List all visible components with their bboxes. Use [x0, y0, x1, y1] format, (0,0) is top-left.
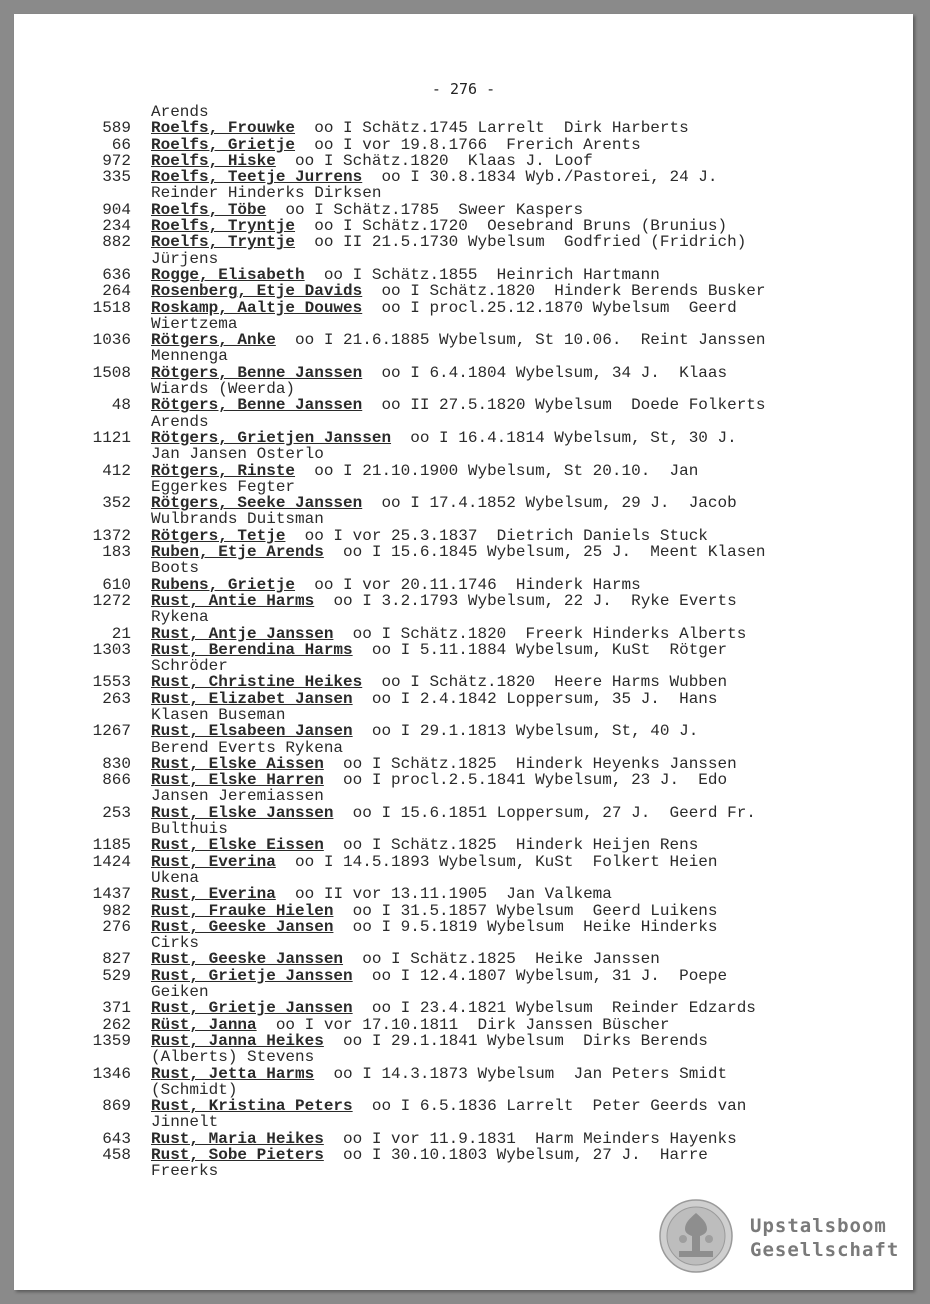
entry-continuation: Ukena: [151, 868, 200, 887]
entry-row: [14, 837, 913, 853]
entry-number: 869: [102, 1097, 131, 1116]
entry-number: 264: [102, 282, 131, 301]
entry-number: 48: [111, 396, 131, 415]
entry-row: [14, 463, 913, 496]
entry-line: [14, 137, 913, 153]
entry-line: [14, 723, 913, 739]
entry-name: Rust, Maria Heikes: [151, 1129, 324, 1148]
entry-row: [14, 332, 913, 365]
entry-continuation: Wulbrands Duitsman: [151, 510, 324, 529]
entry-number: 1267: [92, 722, 131, 741]
entry-spacer: [343, 950, 362, 968]
entry-name: Rust, Elsabeen Jansen: [151, 722, 353, 741]
entry-spacer: [333, 625, 352, 643]
entry-spacer: [324, 1032, 343, 1050]
entry-marriage: oo I procl.25.12.1870 Wybelsum Geerd: [381, 298, 737, 317]
entry-row: [14, 626, 913, 642]
entry-name: Roskamp, Aaltje Douwes: [151, 298, 363, 317]
entry-spacer: [324, 755, 343, 773]
entry-continuation: Rykena: [151, 608, 209, 627]
entry-continuation: Wiards (Weerda): [151, 380, 296, 399]
entry-number: 643: [102, 1129, 131, 1148]
entry-number: 412: [102, 461, 131, 480]
entry-row: [14, 1147, 913, 1180]
entry-row: [14, 300, 913, 333]
entry-marriage: oo I vor 11.9.1831 Harm Meinders Hayenks: [343, 1129, 737, 1148]
entry-line: [14, 756, 913, 772]
entry-name: Rust, Antie Harms: [151, 591, 315, 610]
entry-row: [14, 723, 913, 756]
entry-name: Rust, Elske Aissen: [151, 754, 324, 773]
entry-number: 1372: [92, 526, 131, 545]
entry-row: [14, 234, 913, 267]
entry-row: [14, 120, 913, 136]
entry-name: Rust, Janna Heikes: [151, 1031, 324, 1050]
entry-row: [14, 267, 913, 283]
entry-name: Rust, Everina: [151, 852, 276, 871]
entry-row: [14, 642, 913, 675]
entry-row: [14, 1098, 913, 1131]
entry-spacer: [266, 201, 285, 219]
entry-marriage: oo I Schätz.1720 Oesebrand Bruns (Brunius): [314, 217, 728, 236]
entry-line: [14, 283, 913, 299]
entry-row: [14, 968, 913, 1001]
entry-line: [14, 919, 913, 935]
entry-line: [14, 495, 913, 511]
entry-line: [14, 430, 913, 446]
entry-name: Rust, Sobe Pieters: [151, 1146, 324, 1164]
entry-name: Rosenberg, Etje Davids: [151, 282, 363, 301]
entry-name: Rötgers, Rinste: [151, 461, 296, 480]
entry-number: 1272: [92, 591, 131, 610]
entry-name: Roelfs, Hiske: [151, 151, 276, 170]
entry-row: [14, 495, 913, 528]
entry-name: Roelfs, Frouwke: [151, 119, 296, 138]
entry-name: Rust, Grietje Janssen: [151, 966, 353, 985]
entry-row: [14, 153, 913, 169]
entry-name: Rötgers, Tetje: [151, 526, 286, 545]
entry-line: [14, 1000, 913, 1016]
entry-continuation: Jinnelt: [151, 1113, 219, 1132]
entry-name: Rust, Elske Janssen: [151, 803, 334, 822]
entry-continuation: Reinder Hinderks Dirksen: [151, 184, 382, 203]
entry-continuation: (Alberts) Stevens: [151, 1048, 315, 1067]
entry-spacer: [362, 396, 381, 414]
entry-name: Roelfs, Grietje: [151, 135, 296, 154]
entry-line: [14, 153, 913, 169]
entry-marriage: oo II 21.5.1730 Wybelsum Godfried (Fridrich): [314, 233, 747, 252]
entry-number: 234: [102, 217, 131, 236]
entry-line: [14, 1017, 913, 1033]
entry-spacer: [324, 1130, 343, 1148]
entry-line: [14, 218, 913, 234]
entry-name: Rust, Elske Harren: [151, 771, 324, 790]
entry-row: [14, 1000, 913, 1016]
entry-continuation: Schröder: [151, 657, 228, 676]
entry-line: [14, 805, 913, 821]
lead-continuation: Arends: [151, 103, 209, 121]
entry-name: Rust, Jetta Harms: [151, 1064, 315, 1083]
entry-spacer: [276, 331, 295, 349]
entry-number: 253: [102, 803, 131, 822]
entry-spacer: [295, 233, 314, 251]
entry-name: Rötgers, Grietjen Janssen: [151, 428, 392, 447]
entry-line: [14, 1098, 913, 1114]
entry-marriage: oo I Schätz.1820 Heere Harms Wubben: [381, 673, 728, 692]
entry-row: [14, 805, 913, 838]
entry-name: Rogge, Elisabeth: [151, 265, 305, 284]
entry-marriage: oo I 15.6.1851 Loppersum, 27 J. Geerd Fr.: [352, 803, 756, 822]
entry-name: Rötgers, Anke: [151, 331, 276, 350]
entry-number: 1359: [92, 1031, 131, 1050]
entry-marriage: oo I 14.3.1873 Wybelsum Jan Peters Smidt: [333, 1064, 728, 1083]
entry-number: 636: [102, 265, 131, 284]
entry-number: 1303: [92, 640, 131, 659]
entry-number: 972: [102, 151, 131, 170]
entry-continuation: Klasen Buseman: [151, 705, 286, 724]
entry-spacer: [333, 918, 352, 936]
entry-number: 1185: [92, 836, 131, 855]
entry-line: [14, 169, 913, 185]
entry-name: Rust, Elske Eissen: [151, 836, 324, 855]
entry-marriage: oo I 3.2.1793 Wybelsum, 22 J. Ryke Everts: [333, 591, 737, 610]
entry-spacer: [324, 836, 343, 854]
entry-spacer: [257, 1016, 276, 1034]
entry-number: 352: [102, 494, 131, 513]
entry-spacer: [353, 967, 372, 985]
entry-number: 882: [102, 233, 131, 252]
entry-row: [14, 202, 913, 218]
entry-marriage: oo I Schätz.1785 Sweer Kaspers: [285, 200, 584, 219]
entry-row: [14, 430, 913, 463]
entry-marriage: oo I vor 17.10.1811 Dirk Janssen Büscher: [275, 1015, 670, 1034]
entry-number: 458: [102, 1146, 131, 1164]
entry-row: [14, 1131, 913, 1147]
entry-continuation: Wiertzema: [151, 314, 238, 333]
entry-name: Rust, Grietje Janssen: [151, 999, 353, 1018]
entry-row: [14, 365, 913, 398]
entry-line: [14, 886, 913, 902]
entry-marriage: oo II vor 13.11.1905 Jan Valkema: [295, 885, 612, 904]
entry-spacer: [276, 885, 295, 903]
entry-row: [14, 756, 913, 772]
entry-number: 827: [102, 950, 131, 969]
entry-line: [14, 120, 913, 136]
entry-marriage: oo I 16.4.1814 Wybelsum, St, 30 J.: [410, 428, 737, 447]
entry-row: [14, 951, 913, 967]
entry-number: 1553: [92, 673, 131, 692]
entry-number: 66: [111, 135, 131, 154]
entry-spacer: [362, 494, 381, 512]
entry-name: Rötgers, Benne Janssen: [151, 363, 363, 382]
entry-line: [14, 332, 913, 348]
entry-line: [14, 202, 913, 218]
entry-spacer: [362, 299, 381, 317]
entry-row: [14, 577, 913, 593]
entry-row: [14, 137, 913, 153]
entry-marriage: oo I 29.1.1813 Wybelsum, St, 40 J.: [371, 722, 699, 741]
entry-number: 1518: [92, 298, 131, 317]
entry-number: 529: [102, 966, 131, 985]
entry-number: 830: [102, 754, 131, 773]
entry-line: [14, 528, 913, 544]
entry-marriage: oo I Schätz.1825 Hinderk Heyenks Janssen: [343, 754, 737, 773]
entry-spacer: [362, 673, 381, 691]
entry-line: [14, 365, 913, 381]
entry-spacer: [362, 282, 381, 300]
entry-row: [14, 283, 913, 299]
entry-continuation: Jansen Jeremiassen: [151, 787, 324, 806]
entry-row: [14, 544, 913, 577]
entry-spacer: [276, 152, 295, 170]
entry-marriage: oo I 30.8.1834 Wyb./Pastorei, 24 J.: [381, 168, 718, 187]
logo-line-2: Gesellschaft: [750, 1239, 900, 1261]
entry-line: [14, 903, 913, 919]
entry-marriage: oo I vor 25.3.1837 Dietrich Daniels Stuck: [304, 526, 708, 545]
entry-spacer: [305, 266, 324, 284]
entry-number: 589: [102, 119, 131, 138]
society-logo: [750, 1214, 910, 1262]
entry-name: Rötgers, Benne Janssen: [151, 396, 363, 415]
entry-continuation: Jürjens: [151, 249, 219, 268]
entry-line: [14, 1131, 913, 1147]
entry-number: 263: [102, 689, 131, 708]
entry-spacer: [276, 853, 295, 871]
entry-spacer: [353, 1097, 372, 1115]
entry-marriage: oo I 21.10.1900 Wybelsum, St 20.10. Jan: [314, 461, 699, 480]
entry-continuation: Freerks: [151, 1162, 219, 1181]
entry-row: [14, 528, 913, 544]
entry-marriage: oo I Schätz.1825 Hinderk Heijen Rens: [343, 836, 699, 855]
entry-list: [14, 104, 913, 1180]
entry-name: Rust, Kristina Peters: [151, 1097, 353, 1116]
entry-row: [14, 1033, 913, 1066]
entry-marriage: oo I 23.4.1821 Wybelsum Reinder Edzards: [371, 999, 756, 1018]
entry-spacer: [353, 999, 372, 1017]
entry-name: Ruben, Etje Arends: [151, 543, 324, 562]
entry-spacer: [324, 1146, 343, 1164]
entry-marriage: oo I 17.4.1852 Wybelsum, 29 J. Jacob: [381, 494, 737, 513]
entry-name: Roelfs, Tryntje: [151, 217, 296, 236]
entry-line: [14, 1147, 913, 1163]
entry-continuation: (Schmidt): [151, 1080, 238, 1099]
entry-line: [14, 1066, 913, 1082]
entry-spacer: [353, 641, 372, 659]
entry-continuation: Boots: [151, 559, 200, 578]
entry-row: [14, 919, 913, 952]
entry-spacer: [362, 168, 381, 186]
entry-line: [14, 691, 913, 707]
entry-spacer: [295, 576, 314, 594]
entry-marriage: oo I Schätz.1820 Hinderk Berends Busker: [381, 282, 766, 301]
entry-row: [14, 691, 913, 724]
entry-line: [14, 642, 913, 658]
entry-row: [14, 1066, 913, 1099]
entry-row: [14, 903, 913, 919]
entry-marriage: oo I Schätz.1745 Larrelt Dirk Harberts: [314, 119, 689, 138]
entry-line: [14, 463, 913, 479]
entry-marriage: oo I 6.4.1804 Wybelsum, 34 J. Klaas: [381, 363, 728, 382]
entry-number: 1437: [92, 885, 131, 904]
entry-continuation: Eggerkes Fegter: [151, 477, 296, 496]
entry-row: [14, 218, 913, 234]
entry-marriage: oo I 15.6.1845 Wybelsum, 25 J. Meent Klasen: [343, 543, 766, 562]
entry-marriage: oo I 12.4.1807 Wybelsum, 31 J. Poepe: [371, 966, 728, 985]
entry-name: Rust, Christine Heikes: [151, 673, 363, 692]
entry-spacer: [324, 543, 343, 561]
entry-marriage: oo I 6.5.1836 Larrelt Peter Geerds van: [371, 1097, 747, 1116]
entry-spacer: [333, 902, 352, 920]
page-number: - 276 -: [431, 80, 496, 98]
entry-marriage: oo I 9.5.1819 Wybelsum Heike Hinderks: [352, 917, 718, 936]
entry-marriage: oo I procl.2.5.1841 Wybelsum, 23 J. Edo: [343, 771, 728, 790]
entry-line: [14, 234, 913, 250]
entry-number: 21: [111, 624, 131, 643]
entry-row: [14, 1017, 913, 1033]
entry-line: [14, 544, 913, 560]
entry-number: 904: [102, 200, 131, 219]
entry-line: [14, 1033, 913, 1049]
entry-spacer: [324, 771, 343, 789]
entry-name: Roelfs, Tryntje: [151, 233, 296, 252]
logo-line-1: Upstalsboom: [750, 1215, 887, 1237]
entry-number: 1121: [92, 428, 131, 447]
entry-name: Rust, Geeske Janssen: [151, 950, 344, 969]
entry-number: 1346: [92, 1064, 131, 1083]
entry-marriage: oo I vor 19.8.1766 Frerich Arents: [314, 135, 641, 154]
entry-line: [14, 626, 913, 642]
entry-number: 1036: [92, 331, 131, 350]
entry-name: Roelfs, Teetje Jurrens: [151, 168, 363, 187]
entry-continuation: Mennenga: [151, 347, 228, 366]
entry-marriage: oo II 27.5.1820 Wybelsum Doede Folkerts: [381, 396, 766, 415]
entry-spacer: [295, 462, 314, 480]
entry-row: [14, 169, 913, 202]
entry-marriage: oo I Schätz.1825 Heike Janssen: [362, 950, 660, 969]
entry-continuation: Cirks: [151, 934, 200, 953]
entry-marriage: oo I 30.10.1803 Wybelsum, 27 J. Harre: [343, 1146, 708, 1164]
entry-marriage: oo I 5.11.1884 Wybelsum, KuSt Rötger: [371, 640, 728, 659]
entry-name: Roelfs, Töbe: [151, 200, 267, 219]
entry-spacer: [362, 364, 381, 382]
entry-row: [14, 593, 913, 626]
entry-marriage: oo I 2.4.1842 Loppersum, 35 J. Hans: [371, 689, 718, 708]
entry-spacer: [285, 527, 304, 545]
entry-line: [14, 397, 913, 413]
entry-number: 335: [102, 168, 131, 187]
entry-name: Rust, Antje Janssen: [151, 624, 334, 643]
entry-name: Rust, Berendina Harms: [151, 640, 353, 659]
entry-number: 276: [102, 917, 131, 936]
entry-continuation: Geiken: [151, 983, 209, 1002]
entry-number: 371: [102, 999, 131, 1018]
entry-number: 610: [102, 575, 131, 594]
entry-line: [14, 968, 913, 984]
entry-line: [14, 577, 913, 593]
entry-spacer: [314, 1065, 333, 1083]
entry-line: [14, 300, 913, 316]
entry-number: 262: [102, 1015, 131, 1034]
entry-number: 183: [102, 543, 131, 562]
entry-name: Rubens, Grietje: [151, 575, 296, 594]
entry-line: [14, 267, 913, 283]
entry-marriage: oo I 31.5.1857 Wybelsum Geerd Luikens: [352, 901, 718, 920]
society-seal-icon: [659, 1199, 733, 1273]
entry-name: Rust, Frauke Hielen: [151, 901, 334, 920]
entry-row: [14, 886, 913, 902]
entry-marriage: oo I vor 20.11.1746 Hinderk Harms: [314, 575, 641, 594]
entry-spacer: [353, 690, 372, 708]
entry-marriage: oo I Schätz.1820 Freerk Hinderks Alberts: [352, 624, 747, 643]
entry-spacer: [295, 136, 314, 154]
entry-line: [14, 837, 913, 853]
entry-line: [14, 951, 913, 967]
entry-line: [14, 854, 913, 870]
entry-spacer: [295, 217, 314, 235]
document-page: [14, 14, 913, 1290]
entry-line: [14, 593, 913, 609]
entry-marriage: oo I Schätz.1820 Klaas J. Loof: [295, 151, 593, 170]
entry-number: 1424: [92, 852, 131, 871]
entry-name: Rötgers, Seeke Janssen: [151, 494, 363, 513]
entry-line: [14, 772, 913, 788]
entry-continuation: Bulthuis: [151, 820, 228, 839]
entry-line: [14, 674, 913, 690]
entry-number: 1508: [92, 363, 131, 382]
entry-row: [14, 772, 913, 805]
entry-name: Rust, Geeske Jansen: [151, 917, 334, 936]
entry-spacer: [391, 429, 410, 447]
entry-marriage: oo I 29.1.1841 Wybelsum Dirks Berends: [343, 1031, 708, 1050]
entry-marriage: oo I 21.6.1885 Wybelsum, St 10.06. Reint Janssen: [295, 331, 766, 350]
entry-row: [14, 397, 913, 430]
entry-row: [14, 674, 913, 690]
entry-continuation: Berend Everts Rykena: [151, 738, 344, 757]
entry-number: 982: [102, 901, 131, 920]
entry-name: Rüst, Janna: [151, 1015, 257, 1034]
entry-spacer: [353, 722, 372, 740]
entry-continuation: Arends: [151, 412, 209, 431]
entry-row: [14, 854, 913, 887]
entry-number: 866: [102, 771, 131, 790]
entry-marriage: oo I 14.5.1893 Wybelsum, KuSt Folkert Heien: [295, 852, 718, 871]
entry-name: Rust, Elizabet Jansen: [151, 689, 353, 708]
entry-name: Rust, Everina: [151, 885, 276, 904]
entry-continuation: Jan Jansen Osterlo: [151, 445, 324, 464]
entry-spacer: [333, 804, 352, 822]
entry-spacer: [314, 592, 333, 610]
entry-marriage: oo I Schätz.1855 Heinrich Hartmann: [323, 265, 660, 284]
entry-spacer: [295, 119, 314, 137]
